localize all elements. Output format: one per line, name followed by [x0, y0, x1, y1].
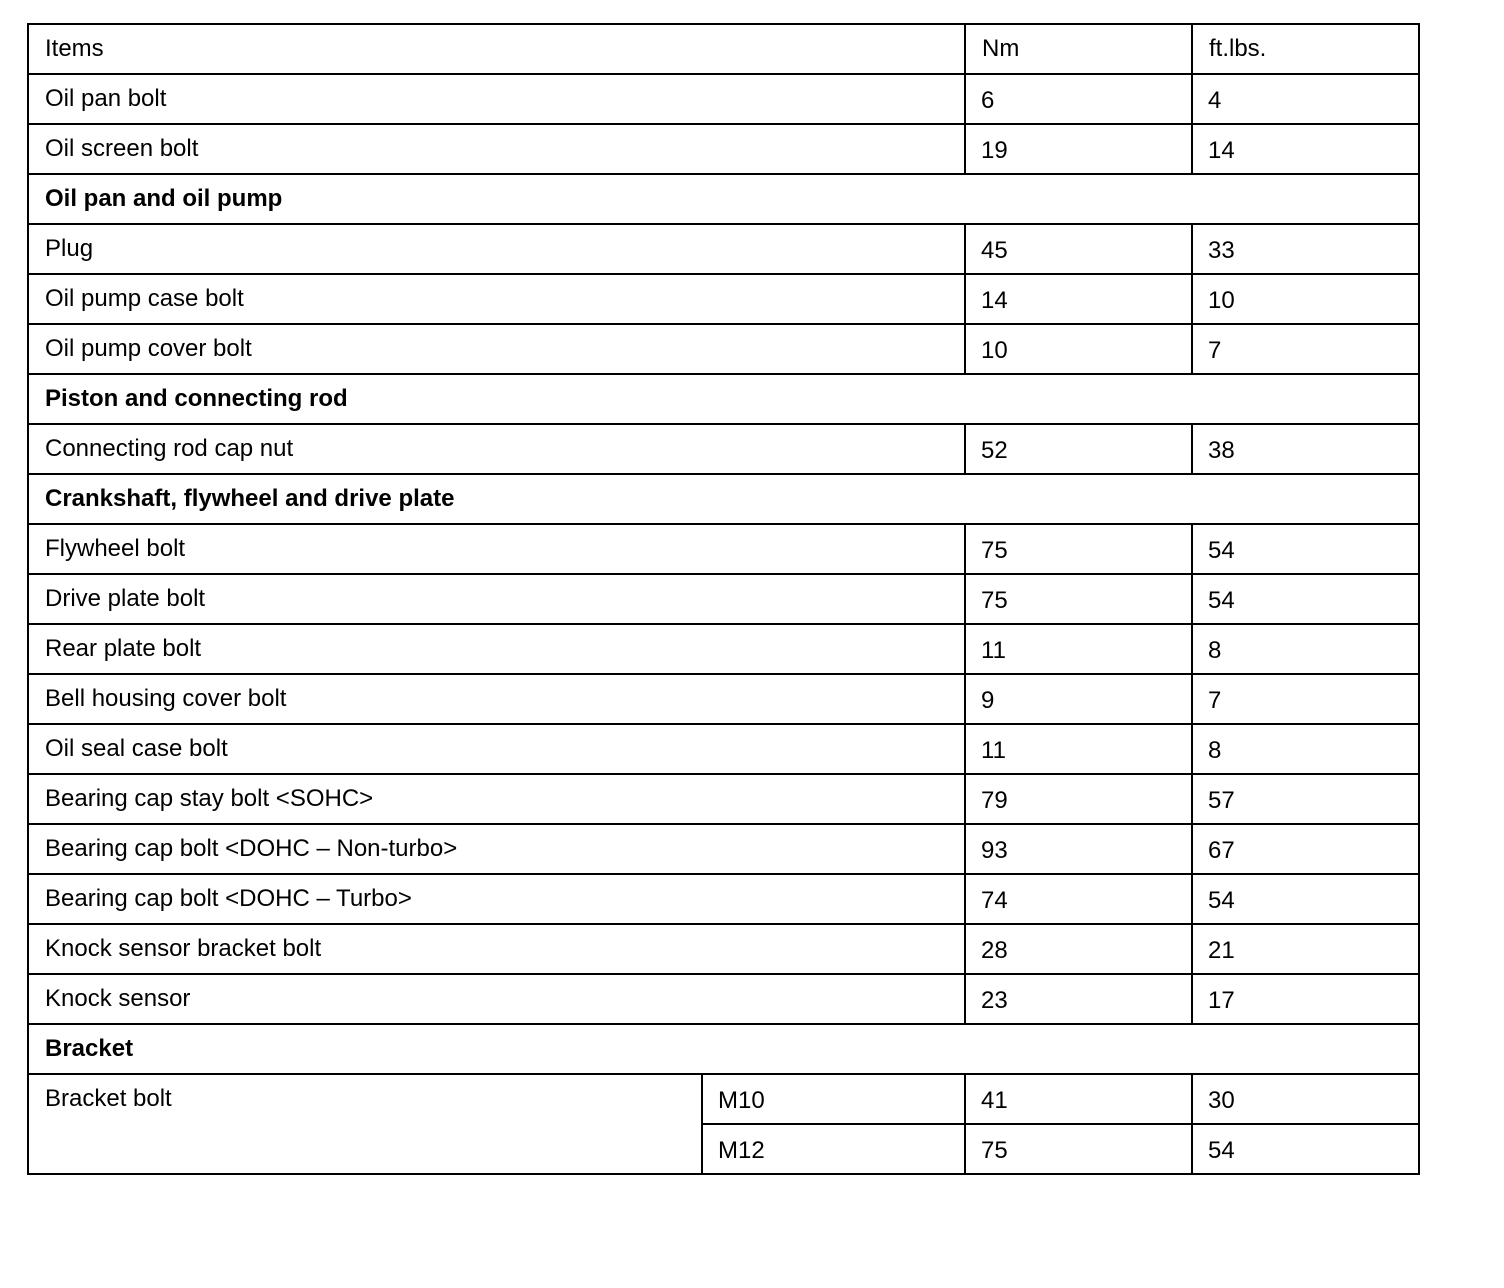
nm-value: 93 [965, 824, 1192, 874]
table-row [28, 124, 1419, 174]
ftlbs-value: 30 [1192, 1074, 1419, 1124]
nm-value: 6 [965, 74, 1192, 124]
table-row [28, 624, 1419, 674]
table-row [28, 424, 1419, 474]
section-row [28, 374, 1419, 424]
bracket-item-name: Bracket bolt [28, 1074, 702, 1174]
header-nm: Nm [965, 24, 1192, 74]
table-row [28, 774, 1419, 824]
table-row [28, 924, 1419, 974]
table-row [28, 574, 1419, 624]
item-name: Knock sensor [28, 974, 965, 1024]
torque-spec-table [27, 23, 1420, 1175]
bolt-size: M10 [702, 1074, 965, 1124]
table-row [28, 524, 1419, 574]
ftlbs-value: 54 [1192, 874, 1419, 924]
nm-value: 74 [965, 874, 1192, 924]
item-name: Bearing cap bolt <DOHC – Turbo> [28, 874, 965, 924]
section-heading: Oil pan and oil pump [28, 174, 1419, 224]
table-row [28, 724, 1419, 774]
section-row [28, 474, 1419, 524]
table-row [28, 74, 1419, 124]
nm-value: 52 [965, 424, 1192, 474]
nm-value: 79 [965, 774, 1192, 824]
ftlbs-value: 57 [1192, 774, 1419, 824]
nm-value: 45 [965, 224, 1192, 274]
ftlbs-value: 54 [1192, 1124, 1419, 1174]
ftlbs-value: 4 [1192, 74, 1419, 124]
table-row [28, 974, 1419, 1024]
item-name: Oil pump case bolt [28, 274, 965, 324]
ftlbs-value: 14 [1192, 124, 1419, 174]
bolt-size: M12 [702, 1124, 965, 1174]
nm-value: 75 [965, 1124, 1192, 1174]
header-items: Items [28, 24, 965, 74]
ftlbs-value: 54 [1192, 524, 1419, 574]
header-row [28, 24, 1419, 74]
item-name: Bell housing cover bolt [28, 674, 965, 724]
section-heading: Bracket [28, 1024, 1419, 1074]
header-ftlbs: ft.lbs. [1192, 24, 1419, 74]
nm-value: 11 [965, 724, 1192, 774]
item-name: Bearing cap stay bolt <SOHC> [28, 774, 965, 824]
ftlbs-value: 33 [1192, 224, 1419, 274]
item-name: Oil screen bolt [28, 124, 965, 174]
nm-value: 75 [965, 524, 1192, 574]
ftlbs-value: 54 [1192, 574, 1419, 624]
section-heading: Crankshaft, flywheel and drive plate [28, 474, 1419, 524]
ftlbs-value: 67 [1192, 824, 1419, 874]
item-name: Flywheel bolt [28, 524, 965, 574]
table-row [28, 274, 1419, 324]
item-name: Rear plate bolt [28, 624, 965, 674]
table-row [28, 874, 1419, 924]
table-row [28, 324, 1419, 374]
nm-value: 41 [965, 1074, 1192, 1124]
nm-value: 14 [965, 274, 1192, 324]
bracket-row [28, 1074, 1419, 1124]
table-row [28, 824, 1419, 874]
item-name: Oil pan bolt [28, 74, 965, 124]
ftlbs-value: 8 [1192, 724, 1419, 774]
nm-value: 19 [965, 124, 1192, 174]
nm-value: 11 [965, 624, 1192, 674]
table-body [28, 24, 1419, 1174]
item-name: Oil seal case bolt [28, 724, 965, 774]
nm-value: 23 [965, 974, 1192, 1024]
table-row [28, 674, 1419, 724]
item-name: Bearing cap bolt <DOHC – Non-turbo> [28, 824, 965, 874]
ftlbs-value: 8 [1192, 624, 1419, 674]
ftlbs-value: 10 [1192, 274, 1419, 324]
ftlbs-value: 38 [1192, 424, 1419, 474]
item-name: Drive plate bolt [28, 574, 965, 624]
ftlbs-value: 17 [1192, 974, 1419, 1024]
ftlbs-value: 21 [1192, 924, 1419, 974]
item-name: Connecting rod cap nut [28, 424, 965, 474]
nm-value: 75 [965, 574, 1192, 624]
ftlbs-value: 7 [1192, 324, 1419, 374]
nm-value: 28 [965, 924, 1192, 974]
table-row [28, 224, 1419, 274]
section-heading: Piston and connecting rod [28, 374, 1419, 424]
item-name: Knock sensor bracket bolt [28, 924, 965, 974]
ftlbs-value: 7 [1192, 674, 1419, 724]
item-name: Plug [28, 224, 965, 274]
section-row [28, 1024, 1419, 1074]
nm-value: 10 [965, 324, 1192, 374]
nm-value: 9 [965, 674, 1192, 724]
item-name: Oil pump cover bolt [28, 324, 965, 374]
section-row [28, 174, 1419, 224]
